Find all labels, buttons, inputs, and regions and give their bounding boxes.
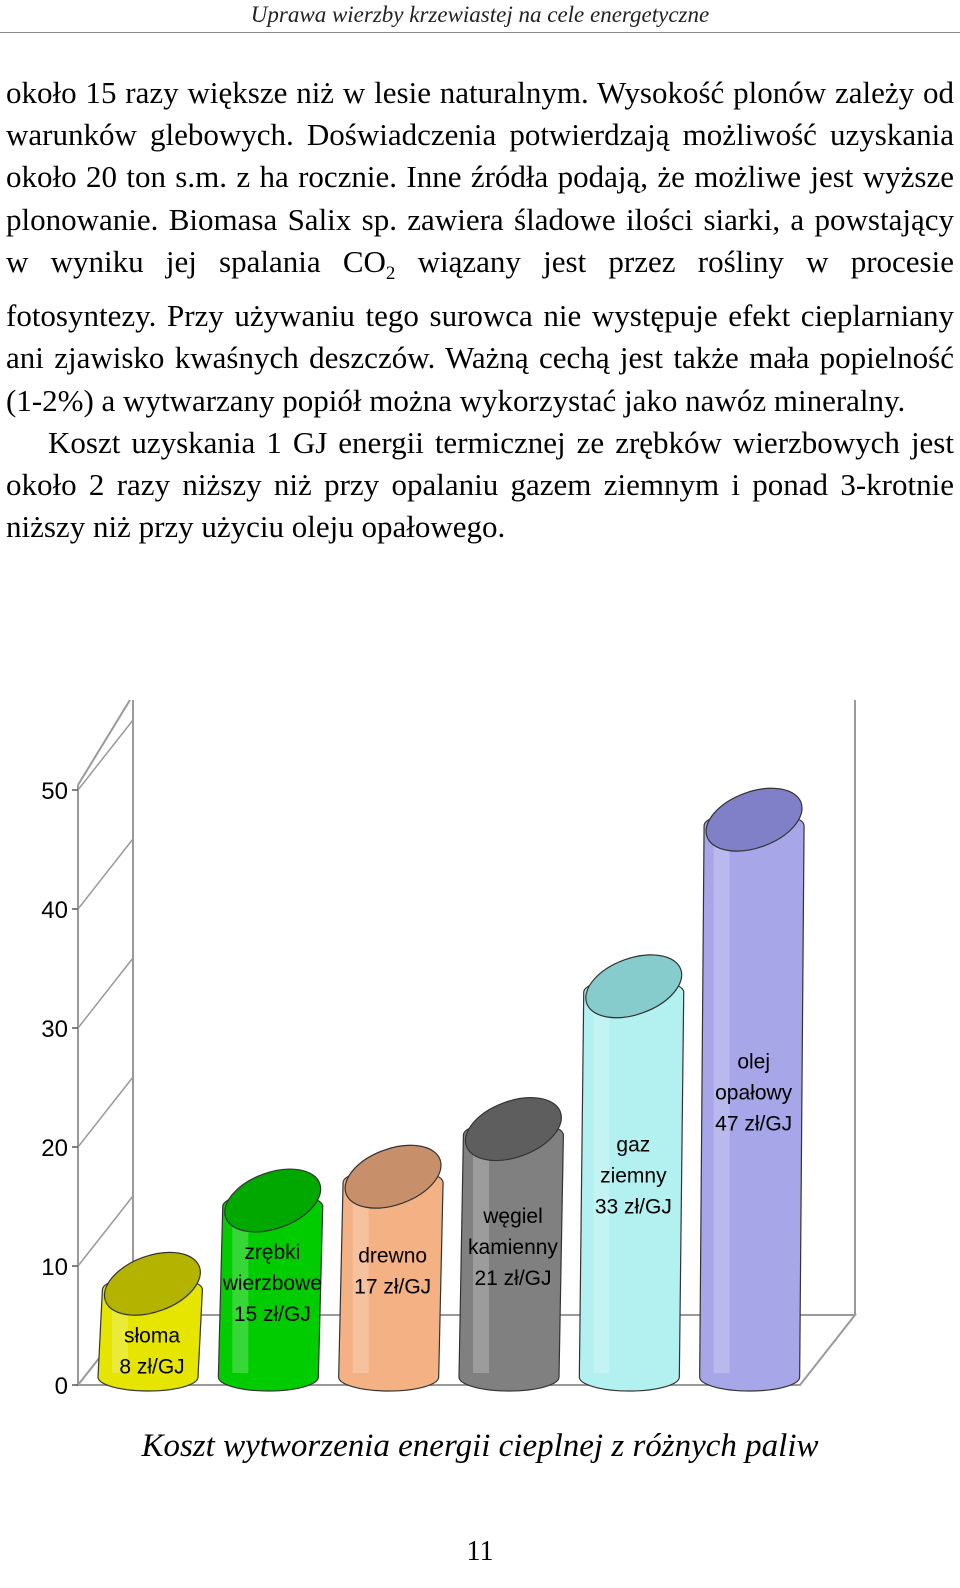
page-header (0, 0, 960, 36)
bar-label: 33 zł/GJ (594, 1195, 672, 1219)
y-tick-label: 0 (54, 1373, 68, 1400)
y-gridline-side (78, 958, 133, 1028)
y-gridline-side (78, 1196, 133, 1266)
bar-label: słoma (123, 1324, 181, 1348)
bar-label: gaz (616, 1133, 651, 1157)
y-tick-label: 10 (41, 1254, 68, 1281)
page-number: 11 (466, 1536, 494, 1567)
chart-svg (0, 700, 960, 1430)
y-gridline-side (78, 839, 133, 909)
bar-label: opałowy (715, 1081, 793, 1105)
cost-chart (0, 700, 960, 1430)
bar-label: drewno (358, 1244, 428, 1268)
y-tick-label: 50 (41, 778, 68, 805)
chart-caption: Koszt wytworzenia energii cieplnej z różnych paliw (141, 1428, 819, 1464)
bar-label: wierzbowe (222, 1271, 322, 1295)
bar-label: zrębki (244, 1240, 301, 1264)
bar-label: 8 zł/GJ (119, 1355, 185, 1379)
paragraph-1-text-a: około 15 razy większe niż w lesie naturalnym. Wysokość plonów zależy od warunków glebowych. Doświadczenia potwierdzają możliwość uzyskania około 20 ton s.m. z ha rocznie. Inne źródła podają, że możliwe jest wyższe plonowanie. Biomasa Salix sp. zawiera śladowe ilości siarki, a powstający w wyniku jej spalania CO (6, 75, 954, 279)
header-rule (0, 32, 960, 33)
co2-subscript: 2 (385, 263, 396, 284)
y-gridline-side (78, 1077, 133, 1147)
bar-label: 47 zł/GJ (715, 1112, 793, 1136)
bar-label: 15 zł/GJ (233, 1302, 311, 1326)
body-text (6, 72, 954, 548)
y-tick-label: 40 (41, 897, 68, 924)
bar-label: kamienny (468, 1236, 558, 1260)
y-gridline-side (78, 720, 133, 790)
side-wall-top (78, 700, 133, 785)
paragraph-1-text-b: wiązany jest przez rośliny w procesie fotosyntezy. Przy używaniu tego surowca nie występuje efekt cieplarniany ani zjawisko kwaśnych deszczów. Ważną cechą jest także mała popielność (1-2%) a wytwarzany popiół można wykorzystać jako nawóz mineralny. (6, 243, 954, 418)
bar-label: węgiel (483, 1205, 543, 1229)
bar-label: ziemny (600, 1164, 667, 1188)
y-tick-label: 20 (41, 1135, 68, 1162)
paragraph-1 (6, 72, 954, 422)
y-tick-label: 30 (41, 1016, 68, 1043)
bar-label: olej (737, 1050, 771, 1074)
running-title: Uprawa wierzby krzewiastej na cele energetyczne (250, 2, 710, 27)
bar-label: 21 zł/GJ (474, 1267, 552, 1291)
paragraph-2: Koszt uzyskania 1 GJ energii termicznej ze zrębków wierzbowych jest około 2 razy niższy niż przy opalaniu gazem ziemnym i ponad 3-krotnie niższy niż przy użyciu oleju opałowego. (6, 424, 954, 545)
bar-label: 17 zł/GJ (354, 1275, 432, 1299)
